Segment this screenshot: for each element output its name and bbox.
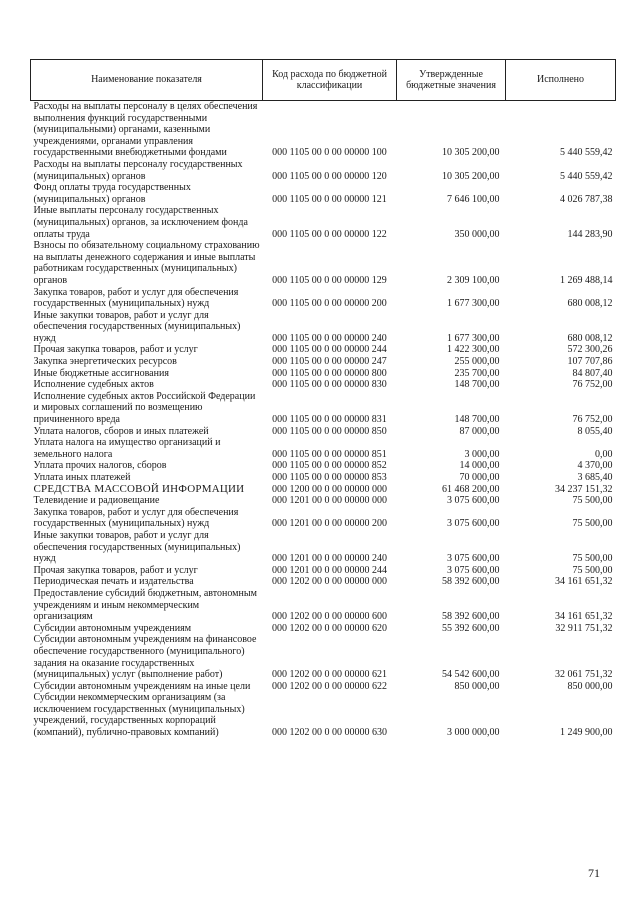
row-approved-value: 7 646 100,00 bbox=[447, 193, 500, 205]
row-executed-value: 8 055,40 bbox=[577, 425, 613, 437]
row-expense-code: 000 1202 00 0 00 00000 600 bbox=[272, 611, 387, 623]
row-indicator-name: Исполнение судебных актов bbox=[33, 379, 154, 391]
row-executed-value: 680 008,12 bbox=[567, 298, 613, 310]
row-executed-value: 34 161 651,32 bbox=[555, 576, 613, 588]
table-header-row bbox=[31, 60, 616, 101]
row-executed-value: 34 161 651,32 bbox=[555, 611, 613, 623]
row-executed-value: 75 500,00 bbox=[572, 564, 613, 576]
row-indicator-name: Предоставление субсидий бюджетным, автономным учреждениям и иным некоммерческим организациям bbox=[33, 587, 257, 623]
row-expense-code: 000 1105 00 0 00 00000 122 bbox=[272, 228, 387, 240]
row-expense-code: 000 1201 00 0 00 00000 244 bbox=[272, 564, 387, 576]
row-expense-code: 000 1105 00 0 00 00000 129 bbox=[272, 274, 387, 286]
row-indicator-name: Исполнение судебных актов Российской Федерации и мировых соглашений по возмещению причиненного вреда bbox=[33, 390, 256, 426]
row-approved-value: 58 392 600,00 bbox=[442, 576, 500, 588]
table-row bbox=[31, 576, 616, 588]
row-indicator-name: Расходы на выплаты персоналу государственных (муниципальных) органов bbox=[33, 158, 243, 182]
table-row bbox=[31, 507, 616, 530]
row-indicator-name: Субсидии некоммерческим организациям (за исключением государственных (муниципальных) учреждений, государственных корпораций (компаний), публично-правовых компаний) bbox=[33, 692, 245, 739]
row-expense-code: 000 1105 00 0 00 00000 244 bbox=[272, 344, 387, 356]
table-row bbox=[31, 588, 616, 623]
row-executed-value: 76 752,00 bbox=[572, 379, 613, 391]
row-expense-code: 000 1105 00 0 00 00000 121 bbox=[272, 193, 387, 205]
table-row bbox=[31, 344, 616, 356]
row-approved-value: 3 075 600,00 bbox=[447, 564, 500, 576]
row-indicator-name: Уплата иных платежей bbox=[33, 472, 131, 483]
row-indicator-name: Уплата налогов, сборов и иных платежей bbox=[33, 425, 209, 437]
table-row bbox=[31, 287, 616, 310]
table-row bbox=[31, 159, 616, 182]
row-indicator-name: Прочая закупка товаров, работ и услуг bbox=[33, 344, 198, 356]
row-indicator-name: Субсидии автономным учреждениям на финансовое обеспечение государственного (муниципального) задания на оказание государственных (муниципальных) услуг (выполнение работ) bbox=[33, 634, 257, 681]
row-expense-code: 000 1202 00 0 00 00000 630 bbox=[272, 727, 387, 739]
row-indicator-name: Фонд оплаты труда государственных (муниципальных) органов bbox=[33, 182, 191, 205]
table-row bbox=[31, 484, 616, 496]
header-executed: Исполнено bbox=[506, 60, 616, 101]
row-indicator-name: Телевидение и радиовещание bbox=[33, 495, 160, 507]
table-row bbox=[31, 623, 616, 635]
row-indicator-name: Иные закупки товаров, работ и услуг для обеспечения государственных (муниципальных) нужд bbox=[33, 529, 241, 565]
table-row bbox=[31, 426, 616, 438]
row-executed-value: 84 807,40 bbox=[572, 367, 613, 379]
header-approved-values: Утвержденные бюджетные значения bbox=[397, 60, 506, 101]
row-expense-code: 000 1201 00 0 00 00000 200 bbox=[272, 518, 387, 530]
row-expense-code: 000 1202 00 0 00 00000 000 bbox=[272, 576, 387, 588]
row-approved-value: 87 000,00 bbox=[459, 425, 500, 437]
row-approved-value: 3 075 600,00 bbox=[447, 518, 500, 530]
row-indicator-name: Периодическая печать и издательства bbox=[33, 576, 194, 588]
page-number: 71 bbox=[588, 866, 600, 880]
row-indicator-name: Субсидии автономным учреждениям bbox=[33, 622, 192, 634]
row-approved-value: 3 000 000,00 bbox=[447, 727, 500, 739]
row-approved-value: 14 000,00 bbox=[459, 460, 500, 472]
row-approved-value: 54 542 600,00 bbox=[442, 669, 500, 681]
row-expense-code: 000 1105 00 0 00 00000 240 bbox=[272, 332, 387, 344]
row-indicator-name: Субсидии автономным учреждениям на иные цели bbox=[33, 680, 251, 692]
row-approved-value: 255 000,00 bbox=[454, 356, 500, 368]
row-indicator-name: Расходы на выплаты персоналу в целях обеспечения выполнения функций государственными (муниципальными) органами, казенными учреждениями, органами управления государственными внебюджетными фондами bbox=[33, 101, 258, 159]
row-executed-value: 75 500,00 bbox=[572, 518, 613, 530]
row-executed-value: 3 685,40 bbox=[577, 472, 613, 483]
row-approved-value: 350 000,00 bbox=[454, 228, 500, 240]
row-expense-code: 000 1105 00 0 00 00000 831 bbox=[272, 414, 387, 426]
row-approved-value: 1 677 300,00 bbox=[447, 332, 500, 344]
row-executed-value: 0,00 bbox=[595, 448, 613, 460]
header-expense-code: Код расхода по бюджетной классификации bbox=[263, 60, 397, 101]
table-row bbox=[31, 692, 616, 738]
row-indicator-name: Уплата прочих налогов, сборов bbox=[33, 460, 167, 472]
row-executed-value: 76 752,00 bbox=[572, 414, 613, 426]
row-expense-code: 000 1105 00 0 00 00000 800 bbox=[272, 367, 387, 379]
table-row bbox=[31, 565, 616, 577]
row-executed-value: 107 707,86 bbox=[567, 356, 613, 368]
row-indicator-name: Закупка энергетических ресурсов bbox=[33, 356, 177, 368]
row-indicator-name: Уплата налога на имущество организаций и земельного налога bbox=[33, 437, 221, 460]
row-approved-value: 58 392 600,00 bbox=[442, 611, 500, 623]
table-row bbox=[31, 530, 616, 565]
table-row bbox=[31, 495, 616, 507]
row-expense-code: 000 1202 00 0 00 00000 621 bbox=[272, 669, 387, 681]
row-indicator-name: Закупка товаров, работ и услуг для обеспечения государственных (муниципальных) нужд bbox=[33, 506, 239, 530]
row-expense-code: 000 1105 00 0 00 00000 850 bbox=[272, 425, 387, 437]
table-row bbox=[31, 379, 616, 391]
row-executed-value: 5 440 559,42 bbox=[560, 170, 613, 182]
table-row bbox=[31, 310, 616, 345]
table-body bbox=[31, 101, 616, 739]
row-approved-value: 1 422 300,00 bbox=[447, 344, 500, 356]
row-approved-value: 3 000,00 bbox=[464, 448, 500, 460]
row-indicator-name: Иные выплаты персоналу государственных (муниципальных) органов, за исключением фонда оплаты труда bbox=[33, 205, 248, 240]
row-expense-code: 000 1105 00 0 00 00000 853 bbox=[272, 472, 387, 483]
row-expense-code: 000 1105 00 0 00 00000 200 bbox=[272, 298, 387, 310]
row-executed-value: 144 283,90 bbox=[567, 228, 613, 240]
row-executed-value: 32 911 751,32 bbox=[555, 622, 613, 634]
table-row bbox=[31, 182, 616, 205]
row-approved-value: 3 075 600,00 bbox=[447, 553, 500, 565]
row-expense-code: 000 1200 00 0 00 00000 000 bbox=[272, 483, 387, 495]
row-approved-value: 10 305 200,00 bbox=[442, 147, 500, 159]
row-approved-value: 235 700,00 bbox=[454, 367, 500, 379]
row-expense-code: 000 1201 00 0 00 00000 000 bbox=[272, 495, 387, 507]
row-expense-code: 000 1105 00 0 00 00000 852 bbox=[272, 460, 387, 472]
table-row bbox=[31, 205, 616, 240]
row-approved-value: 3 075 600,00 bbox=[447, 495, 500, 507]
row-approved-value: 148 700,00 bbox=[454, 379, 500, 391]
row-indicator-name: Закупка товаров, работ и услуг для обеспечения государственных (муниципальных) нужд bbox=[33, 286, 239, 310]
header-indicator-name: Наименование показателя bbox=[31, 60, 263, 101]
row-executed-value: 5 440 559,42 bbox=[560, 147, 613, 159]
table-row bbox=[31, 368, 616, 380]
row-executed-value: 1 249 900,00 bbox=[560, 727, 613, 739]
row-executed-value: 32 061 751,32 bbox=[555, 669, 613, 681]
row-approved-value: 10 305 200,00 bbox=[442, 170, 500, 182]
table-row bbox=[31, 634, 616, 680]
row-indicator-name: Иные бюджетные ассигнования bbox=[33, 367, 169, 379]
budget-execution-table bbox=[30, 59, 616, 739]
row-expense-code: 000 1105 00 0 00 00000 120 bbox=[272, 170, 387, 182]
row-executed-value: 34 237 151,32 bbox=[555, 483, 613, 495]
row-expense-code: 000 1202 00 0 00 00000 622 bbox=[272, 680, 387, 692]
row-executed-value: 850 000,00 bbox=[567, 680, 613, 692]
row-executed-value: 4 370,00 bbox=[577, 460, 613, 472]
row-indicator-name: Иные закупки товаров, работ и услуг для обеспечения государственных (муниципальных) нужд bbox=[33, 309, 241, 344]
row-expense-code: 000 1105 00 0 00 00000 100 bbox=[272, 147, 387, 159]
row-executed-value: 1 269 488,14 bbox=[560, 274, 613, 286]
row-expense-code: 000 1201 00 0 00 00000 240 bbox=[272, 553, 387, 565]
table-row bbox=[31, 240, 616, 286]
row-approved-value: 2 309 100,00 bbox=[447, 274, 500, 286]
row-executed-value: 75 500,00 bbox=[572, 553, 613, 565]
row-expense-code: 000 1105 00 0 00 00000 247 bbox=[272, 356, 387, 368]
table-row bbox=[31, 681, 616, 693]
table-row bbox=[31, 356, 616, 368]
row-approved-value: 148 700,00 bbox=[454, 414, 500, 426]
row-approved-value: 1 677 300,00 bbox=[447, 298, 500, 310]
row-executed-value: 680 008,12 bbox=[567, 332, 613, 344]
row-approved-value: 61 468 200,00 bbox=[442, 483, 500, 495]
row-executed-value: 75 500,00 bbox=[572, 495, 613, 507]
row-indicator-name: СРЕДСТВА МАССОВОЙ ИНФОРМАЦИИ bbox=[33, 482, 245, 495]
table-row bbox=[31, 460, 616, 472]
table-row bbox=[31, 437, 616, 460]
row-expense-code: 000 1105 00 0 00 00000 851 bbox=[272, 448, 387, 460]
table-row bbox=[31, 101, 616, 159]
table-row bbox=[31, 472, 616, 484]
row-expense-code: 000 1105 00 0 00 00000 830 bbox=[272, 379, 387, 391]
row-executed-value: 572 300,26 bbox=[567, 344, 613, 356]
row-approved-value: 70 000,00 bbox=[459, 472, 500, 483]
row-executed-value: 4 026 787,38 bbox=[560, 193, 613, 205]
row-indicator-name: Взносы по обязательному социальному страхованию на выплаты денежного содержания и иные выплаты работникам государственных (муниципальных) органов bbox=[33, 240, 260, 286]
row-expense-code: 000 1202 00 0 00 00000 620 bbox=[272, 622, 387, 634]
row-approved-value: 55 392 600,00 bbox=[442, 622, 500, 634]
row-indicator-name: Прочая закупка товаров, работ и услуг bbox=[33, 564, 198, 576]
table-row bbox=[31, 391, 616, 426]
row-approved-value: 850 000,00 bbox=[454, 680, 500, 692]
